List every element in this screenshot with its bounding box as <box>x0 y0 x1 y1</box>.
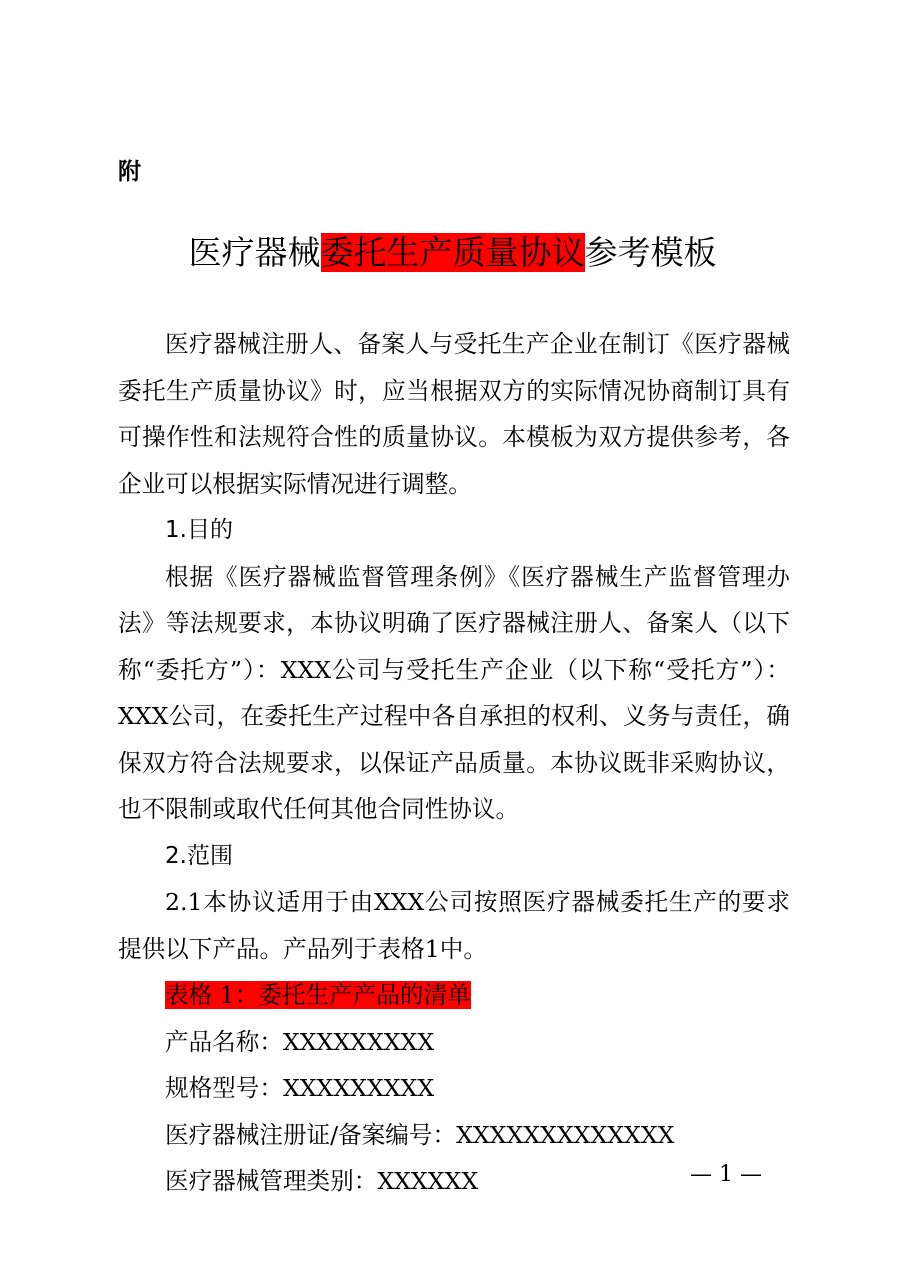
title-part-2: 参考模板 <box>584 233 717 272</box>
table-caption <box>118 972 790 1019</box>
document-title <box>0 228 905 278</box>
section-1-heading: 1.目的 <box>165 517 233 543</box>
page-number: — 1 — <box>690 1162 762 1187</box>
registration-number-field: 医疗器械注册证/备案编号：XXXXXXXXXXXXX <box>165 1120 675 1149</box>
table-caption-text: 表格 1：委托生产产品的清单 <box>165 981 471 1009</box>
device-class-field: 医疗器械管理类别：XXXXXX <box>165 1167 479 1195</box>
title-highlight: 委托生产质量协议 <box>320 233 585 272</box>
section-2-paragraph: 2.1本协议适用于由XXX公司按照医疗器械委托生产的要求提供以下产品。产品列于表格1中。 <box>118 888 790 963</box>
product-name-field: 产品名称：XXXXXXXXX <box>165 1027 435 1056</box>
document-body <box>118 321 790 1205</box>
section-2-heading: 2.范围 <box>165 842 233 869</box>
section-1-paragraph: 根据《医疗器械监督管理条例》《医疗器械生产监督管理办法》等法规要求，本协议明确了医疗器械注册人、备案人（以下称“委托方”）：XXX公司与受托生产企业（以下称“受托方”）：XXX公司，在委托生产过程中各自承担的权利、义务与责任，确保双方符合法规要求，以保证产品质量。本协议既非采购协议，也不限制或取代任何其他合同性协议。 <box>118 562 790 823</box>
model-spec-field: 规格型号：XXXXXXXXX <box>165 1074 435 1102</box>
intro-paragraph: 医疗器械注册人、备案人与受托生产企业在制订《医疗器械委托生产质量协议》时，应当根据双方的实际情况协商制订具有可操作性和法规符合性的质量协议。本模板为双方提供参考，各企业可以根据实际情况进行调整。 <box>118 330 790 498</box>
title-part-1: 医疗器械 <box>188 233 321 272</box>
appendix-label: 附 <box>118 159 141 185</box>
